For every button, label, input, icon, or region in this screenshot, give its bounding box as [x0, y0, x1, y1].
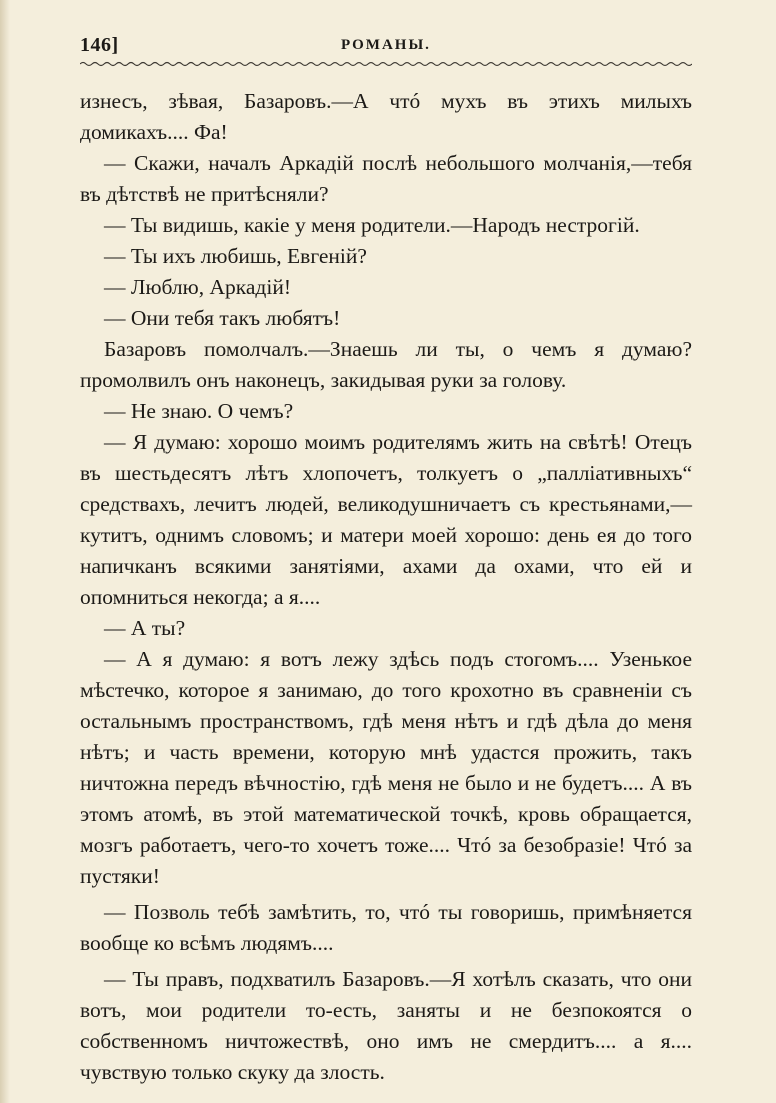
running-title: РОМАНЫ. [341, 37, 431, 53]
paragraph: — Люблю, Аркадій! [104, 275, 291, 299]
paragraph: — Не знаю. О чемъ? [104, 399, 294, 423]
paragraph: Базаровъ помолчалъ.—Знаешь ли ты, о чемъ я думаю? промолвилъ онъ наконецъ, закидывая руки за голову. [80, 337, 692, 392]
paragraph: — Ты видишь, какіе у меня родители.—Народъ нестрогій. [104, 213, 640, 237]
page-gutter-shadow [0, 0, 10, 1103]
paragraph: — А я думаю: я вотъ лежу здѣсь подъ стогомъ.... Узенькое мѣстечко, которое я занимаю, до того крохотно въ сравненіи съ остальнымъ пространствомъ, гдѣ меня нѣтъ и гдѣ дѣла до меня нѣтъ; и часть времени, которую мнѣ удастся прожить, такъ ничтожна передъ вѣчностію, гдѣ меня не было и не будетъ.... А въ этомъ атомѣ, въ этой математической точкѣ, кровь обращается, мозгъ работаетъ, чего-то хочетъ тоже.... Чтó за безобразіе! Чтó за пустяки! [80, 647, 692, 888]
page-number: 146] [80, 34, 119, 56]
paragraph: — Они тебя такъ любятъ! [104, 306, 341, 330]
body-text [80, 86, 692, 1088]
paragraph: изнесъ, зѣвая, Базаровъ.—А чтó мухъ въ этихъ милыхъ домикахъ.... Фа! [80, 89, 692, 144]
page-header [80, 34, 692, 58]
paragraph: — Позволь тебѣ замѣтить, то, чтó ты говоришь, примѣняется вообще ко всѣмъ людямъ.... [80, 900, 692, 955]
paragraph: — Я думаю: хорошо моимъ родителямъ жить на свѣтѣ! Отецъ въ шестьдесятъ лѣтъ хлопочетъ, толкуетъ о „паллiативныхъ“ средствахъ, лечитъ людей, великодушничаетъ съ крестьянами,—кутитъ, однимъ словомъ; и матери моей хорошо: день ея до того напичканъ всякими занятіями, ахами да охами, что ей и опомниться некогда; а я.... [80, 430, 692, 609]
paragraph: — Скажи, началъ Аркадій послѣ небольшого молчанія,—тебя въ дѣтствѣ не притѣсняли? [80, 151, 692, 206]
header-wavy-rule [80, 60, 692, 68]
paragraph: — Ты правъ, подхватилъ Базаровъ.—Я хотѣлъ сказать, что они вотъ, мои родители то-есть, заняты и не безпокоятся о собственномъ ничтожествѣ, оно имъ не смердитъ.... а я.... чувствую только скуку да злость. [80, 967, 692, 1084]
paragraph: — Ты ихъ любишь, Евгеній? [104, 244, 367, 268]
paragraph: — А ты? [104, 616, 186, 640]
